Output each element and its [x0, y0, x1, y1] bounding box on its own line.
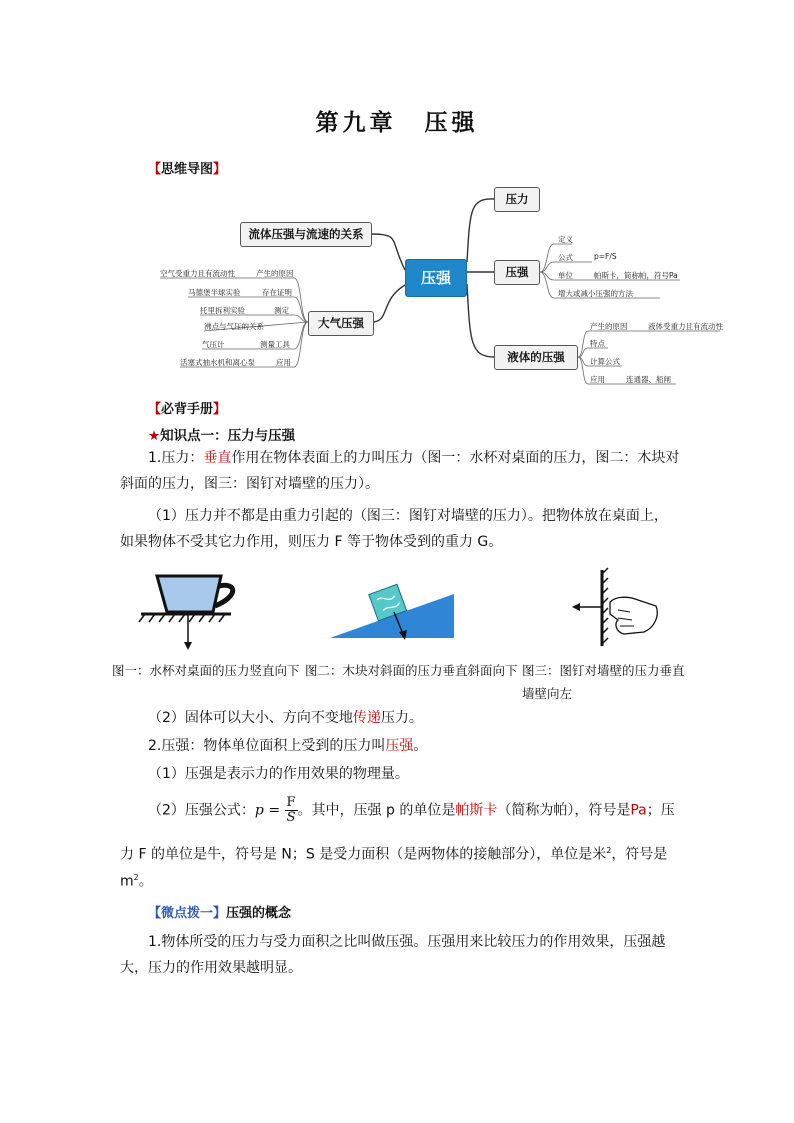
mindmap-leaf: 连通器、船闸 — [626, 375, 671, 384]
mind-map-lines — [0, 0, 794, 400]
paragraph-pressure-definition: 2.压强：物体单位面积上受到的压力叫压强。 — [148, 738, 428, 754]
section-manual-heading: 【必背手册】 — [148, 402, 227, 417]
figure-block-on-incline — [328, 576, 458, 642]
mindmap-leaf: 空气受重力且有流动性 — [160, 269, 235, 278]
mindmap-node-liquid: 液体的压强 — [494, 345, 578, 370]
paragraph-units-end: $m^2$。 — [120, 873, 153, 890]
mindmap-node-atmosphere: 大气压强 — [308, 311, 374, 336]
caption-figure-1: 图一：水杯对桌面的压力竖直向下 — [112, 663, 300, 678]
figure-cup-on-table — [135, 572, 245, 652]
mindmap-leaf: p=F/S — [594, 252, 617, 261]
formula-fraction: $\frac{F}{S}$ — [286, 795, 296, 825]
mindmap-leaf: 帕斯卡，简称帕，符号Pa — [594, 271, 678, 280]
caption-figure-3-line2: 墙壁向左 — [522, 686, 573, 701]
mindmap-leaf: 计算公式 — [590, 357, 620, 366]
mindmap-leaf: 活塞式抽水机和离心泵 — [180, 358, 255, 367]
knowledge-point-1: ★知识点一：压力与压强 — [148, 428, 296, 444]
mindmap-leaf: 应用 — [590, 375, 605, 384]
paragraph-tip-1: 1.物体所受的压力与受力面积之比叫做压强。压强用来比较压力的作用效果，压强越大，压力的作用效果越明显。 — [120, 934, 666, 976]
mindmap-leaf: 产生的原因 — [590, 322, 628, 331]
paragraph-units: 力 F 的单位是牛，符号是 N；S 是受力面积（是两物体的接触部分），单位是米$^2$，符号是 — [120, 846, 668, 863]
tip-heading: 【微点拨一】压强的概念 — [148, 906, 292, 921]
mindmap-leaf: 产生的原因 — [256, 269, 294, 278]
paragraph-pressure-formula: （2）压强公式：p = $\frac{F}{S}$ 。其中，压强 p 的单位是帕斯卡（简称为帕），符号是Pa；压 — [148, 795, 675, 825]
mindmap-leaf: 气压计 — [202, 340, 225, 349]
mindmap-leaf: 托里拆利实验 — [200, 306, 245, 315]
mindmap-leaf: 增大或减小压强的方法 — [558, 289, 633, 298]
paragraph-force-note: （1）压力并不都是由重力引起的（图三：图钉对墙壁的压力）。把物体放在桌面上，如果物体不受其它力作用，则压力 F 等于物体受到的重力 G。 — [120, 508, 668, 550]
caption-figure-2: 图二：木块对斜面的压力垂直斜面向下 — [305, 663, 518, 678]
mindmap-leaf: 测量工具 — [260, 340, 290, 349]
mindmap-leaf: 马德堡半球实验 — [188, 288, 241, 297]
mindmap-leaf: 沸点与气压的关系 — [204, 322, 264, 331]
paragraph-pressure-meaning: （1）压强是表示力的作用效果的物理量。 — [148, 766, 409, 782]
mindmap-leaf: 应用 — [276, 358, 291, 367]
mindmap-leaf: 定义 — [558, 235, 573, 244]
mindmap-leaf: 测定 — [274, 306, 289, 315]
mindmap-leaf: 公式 — [558, 253, 573, 262]
paragraph-force-definition: 1.压力：垂直作用在物体表面上的力叫压力（图一：水杯对桌面的压力，图二：木块对斜面的压力，图三：图钉对墙壁的压力）。 — [120, 450, 680, 492]
mindmap-leaf: 液体受重力且有流动性 — [648, 322, 723, 331]
section-mindmap-heading: 【思维导图】 — [148, 162, 227, 177]
caption-figure-3-line1: 图三：图钉对墙壁的压力垂直 — [522, 663, 685, 678]
mindmap-leaf: 特点 — [590, 339, 605, 348]
mindmap-center-node: 压强 — [405, 259, 467, 297]
mindmap-leaf: 存在证明 — [262, 288, 292, 297]
mindmap-node-force: 压力 — [494, 187, 540, 212]
mindmap-leaf: 单位 — [558, 271, 573, 280]
mindmap-node-pressure: 压强 — [494, 260, 540, 285]
mindmap-node-fluid: 流体压强与流速的关系 — [240, 222, 372, 247]
figure-thumbtack-on-wall — [568, 566, 668, 650]
formula-lhs: p = — [254, 802, 281, 819]
page-title: 第九章 压强 — [315, 109, 479, 136]
paragraph-transmit-force: （2）固体可以大小、方向不变地传递压力。 — [148, 710, 423, 726]
